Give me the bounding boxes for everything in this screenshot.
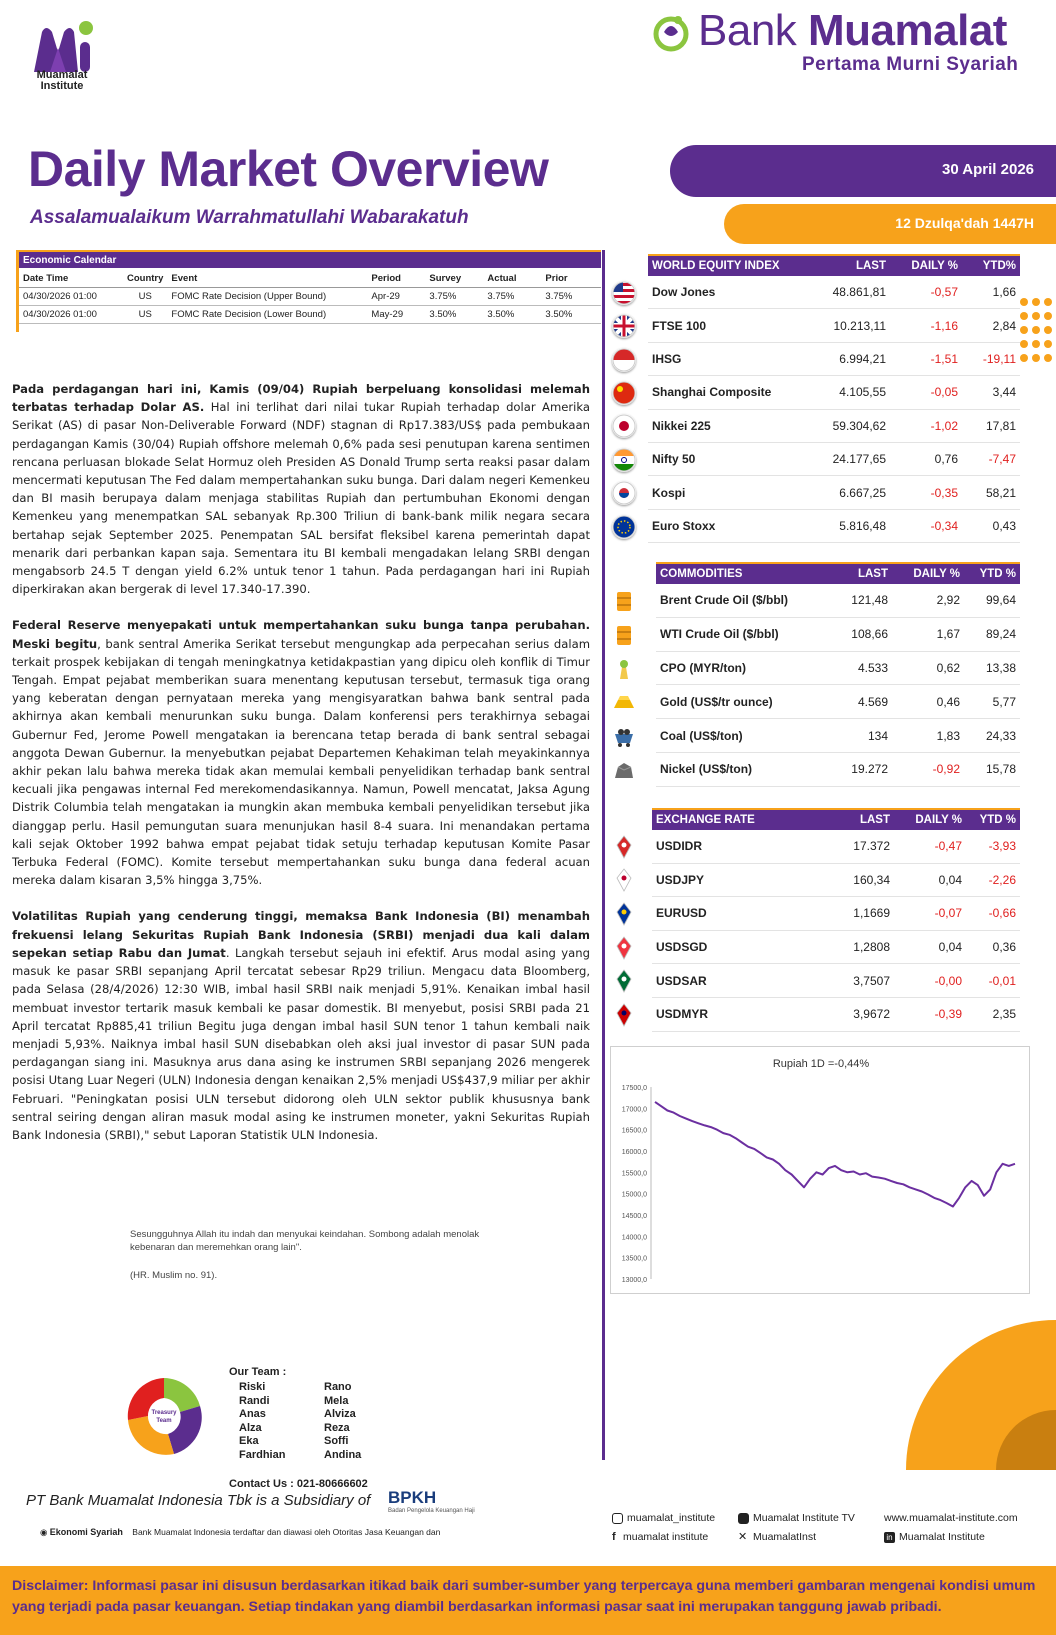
team-column-1 [239, 1381, 285, 1463]
table-row [648, 376, 1020, 409]
equity-ytd-cell: -19,11 [982, 351, 1016, 366]
calendar-cell: FOMC Rate Decision (Lower Bound) [167, 306, 367, 324]
team-member: Rano [324, 1381, 352, 1393]
bank-muamalat-leaf-icon [650, 12, 692, 54]
chart-title: Rupiah 1D =-0,44% [772, 1058, 870, 1070]
calendar-col-actual: Actual [483, 268, 541, 288]
equity-name-cell: Kospi [652, 485, 686, 500]
instagram-handle: muamalat_institute [627, 1512, 716, 1524]
table-row [656, 685, 1020, 719]
y-tick-label: 16500,0 [621, 1127, 647, 1135]
commodities-name-cell: Nickel (US$/ton) [660, 762, 753, 777]
fx-daily-cell: -0,47 [934, 839, 962, 854]
us-flag-icon [612, 281, 636, 305]
commodities-name-cell: Gold (US$/tr ounce) [660, 694, 773, 709]
equity-daily-cell: -0,05 [930, 385, 958, 400]
fx-name-cell: USDIDR [656, 839, 703, 854]
hijri-date: 12 Dzulqa'dah 1447H [895, 215, 1034, 231]
market-commentary [12, 380, 590, 1162]
fx-name-cell: EURUSD [656, 906, 707, 921]
equity-col-name: WORLD EQUITY INDEX [652, 260, 780, 272]
equity-name-cell: Nikkei 225 [652, 418, 711, 433]
indonesia-pin-icon [612, 835, 636, 859]
team-member: Reza [324, 1421, 350, 1434]
bank-name [698, 6, 1007, 56]
instagram-icon [612, 1513, 623, 1524]
fx-daily-cell: -0,00 [934, 973, 962, 988]
commodities-col-last: LAST [857, 568, 888, 580]
website-url: www.muamalat-institute.com [884, 1512, 1018, 1524]
world-equity-table [648, 254, 1020, 543]
fx-last-cell: 3,7507 [853, 973, 890, 988]
eu-flag-icon [612, 515, 636, 539]
fx-ytd-cell: -3,93 [988, 839, 1016, 854]
equity-ytd-cell: 17,81 [985, 418, 1016, 433]
equity-ytd-cell: -7,47 [988, 452, 1016, 467]
equity-last-cell: 5.816,48 [839, 518, 886, 533]
commodities-ytd-cell: 24,33 [985, 728, 1016, 743]
calendar-col-prior: Prior [541, 268, 601, 288]
calendar-col-datetime: Date Time [19, 268, 123, 288]
nickel-ore-icon [612, 758, 636, 782]
fx-ytd-cell: 0,36 [992, 940, 1016, 955]
bank-name-light: Bank [698, 6, 809, 55]
calendar-cell: Apr-29 [367, 288, 425, 306]
paragraph-fed [12, 616, 590, 889]
decorative-dots [1018, 296, 1054, 374]
table-row [652, 864, 1020, 898]
y-tick-label: 15000,0 [621, 1191, 647, 1199]
table-row [656, 584, 1020, 618]
calendar-cell: 3.75% [541, 288, 601, 306]
calendar-cell: FOMC Rate Decision (Upper Bound) [167, 288, 367, 306]
table-row [648, 476, 1020, 509]
social-linkedin[interactable] [884, 1531, 985, 1543]
fx-name-cell: USDMYR [656, 1007, 709, 1022]
fx-col-daily: DAILY % [915, 814, 962, 826]
greeting: Assalamualaikum Warrahmatullahi Wabarakatuh [30, 207, 469, 228]
rupiah-chart-svg [611, 1047, 1031, 1295]
fx-last-cell: 3,9672 [853, 1007, 890, 1022]
equity-daily-cell: -0,35 [930, 485, 958, 500]
team-member: Fardhian [239, 1448, 286, 1461]
table-row [648, 443, 1020, 476]
equity-last-cell: 6.994,21 [839, 351, 886, 366]
japan-flag-icon [612, 414, 636, 438]
equity-last-cell: 59.304,62 [832, 418, 886, 433]
fx-ytd-cell: -2,26 [988, 872, 1016, 887]
china-flag-icon [612, 381, 636, 405]
fx-daily-cell: 0,04 [938, 872, 962, 887]
y-tick-label: 13500,0 [621, 1255, 647, 1263]
commodities-col-ytd: YTD % [979, 568, 1016, 580]
y-tick-label: 14500,0 [621, 1213, 647, 1220]
commodities-ytd-cell: 5,77 [992, 694, 1016, 709]
fx-col-name: EXCHANGE RATE [656, 814, 755, 826]
y-tick-label: 15500,0 [621, 1170, 647, 1178]
fx-daily-cell: 0,04 [938, 940, 962, 955]
commodities-name-cell: CPO (MYR/ton) [660, 660, 746, 675]
linkedin-handle: Muamalat Institute [899, 1531, 985, 1543]
malaysia-pin-icon [612, 1003, 636, 1027]
table-row [656, 652, 1020, 686]
subsidiary-statement: PT Bank Muamalat Indonesia Tbk is a Subsidiary of [26, 1492, 371, 1509]
equity-daily-cell: 0,76 [934, 452, 958, 467]
equity-col-ytd: YTD% [982, 260, 1016, 272]
calendar-table [19, 268, 601, 324]
equity-last-cell: 10.213,11 [833, 318, 886, 333]
calendar-col-country: Country [123, 268, 167, 288]
commodities-col-name: COMMODITIES [660, 568, 743, 580]
commodities-last-cell: 4.533 [857, 660, 888, 675]
calendar-col-event: Event [167, 268, 367, 288]
equity-name-cell: Dow Jones [652, 285, 716, 300]
date-banner [670, 145, 1056, 197]
calendar-col-period: Period [367, 268, 425, 288]
commodities-last-cell: 134 [867, 728, 888, 743]
oil-barrel-icon [612, 623, 636, 647]
equity-ytd-cell: 2,84 [992, 318, 1016, 333]
japan-pin-icon [612, 868, 636, 892]
team-member: Alviza [324, 1408, 356, 1421]
y-tick-label: 16000,0 [621, 1149, 647, 1156]
ojk-statement [40, 1527, 440, 1538]
team-member: Randi [239, 1394, 270, 1407]
social-instagram[interactable] [612, 1512, 715, 1524]
svg-text:Team: Team [156, 1418, 172, 1424]
commodities-ytd-cell: 13,38 [985, 660, 1016, 675]
institute-label-line1: Muamalat [36, 69, 88, 81]
commodities-daily-cell: 1,67 [936, 627, 960, 642]
fx-header [652, 808, 1020, 830]
saudi-pin-icon [612, 969, 636, 993]
table-row [648, 276, 1020, 309]
equity-name-cell: IHSG [652, 351, 682, 366]
calendar-cell: 04/30/2026 01:00 [19, 306, 123, 324]
equity-name-cell: Shanghai Composite [652, 385, 772, 400]
commodities-daily-cell: 0,46 [936, 694, 960, 709]
youtube-handle: Muamalat Institute TV [753, 1512, 855, 1524]
economic-calendar [16, 250, 601, 332]
commodities-name-cell: WTI Crude Oil ($/bbl) [660, 627, 779, 642]
table-row [652, 931, 1020, 965]
hadith-source: (HR. Muslim no. 91). [130, 1270, 218, 1281]
commodities-name-cell: Brent Crude Oil ($/bbl) [660, 593, 789, 608]
uk-flag-icon [612, 314, 636, 338]
y-tick-label: 17500,0 [621, 1085, 647, 1092]
calendar-cell: May-29 [367, 306, 425, 324]
calendar-cell: US [123, 288, 167, 306]
decorative-arc [880, 1320, 1056, 1480]
fx-last-cell: 160,34 [853, 872, 890, 887]
institute-label-line2: Institute [40, 80, 84, 92]
table-row [648, 410, 1020, 443]
equity-last-cell: 24.177,65 [832, 452, 886, 467]
paragraph-srbi [12, 907, 590, 1144]
equity-last-cell: 4.105,55 [839, 385, 886, 400]
equity-ytd-cell: 1,66 [992, 285, 1016, 300]
eu-pin-icon [612, 902, 636, 926]
fx-daily-cell: -0,39 [934, 1007, 962, 1022]
table-row [648, 510, 1020, 543]
fx-daily-cell: -0,07 [934, 906, 962, 921]
social-youtube[interactable] [738, 1512, 855, 1524]
bpkh-name: BPKH [388, 1488, 437, 1507]
equity-name-cell: FTSE 100 [652, 318, 707, 333]
fx-name-cell: USDSGD [656, 940, 708, 955]
commodities-ytd-cell: 99,64 [985, 593, 1016, 608]
hijri-date-banner [724, 204, 1056, 244]
y-tick-label: 14000,0 [621, 1234, 647, 1242]
calendar-col-survey: Survey [425, 268, 483, 288]
rupiah-chart [610, 1046, 1030, 1294]
hadith-quote: Sesungguhnya Allah itu indah dan menyukai keindahan. Sombong adalah menolak kebenaran dan meremehkan orang lain". [130, 1229, 480, 1253]
equity-daily-cell: -0,57 [930, 285, 958, 300]
equity-col-daily: DAILY % [911, 260, 958, 272]
paragraph-lead: Volatilitas Rupiah yang cenderung tinggi, memaksa Bank Indonesia (BI) menambah frekuensi lelang Sekuritas Rupiah Bank Indonesia (SRBI) menjadi dua kali dalam sepekan setiap Rabu dan Jumat [12, 909, 590, 960]
equity-last-cell: 6.667,25 [839, 485, 886, 500]
commodities-ytd-cell: 15,78 [985, 762, 1016, 777]
team-column-2 [324, 1381, 361, 1463]
youtube-icon [738, 1513, 749, 1524]
disclaimer: Disclaimer: Informasi pasar ini disusun berdasarkan itikad baik dari sumber-sumber yang terpercaya guna memberi gambaran mengenai kondisi umum yang terjadi pada pasar keuangan. Setiap tindakan yang diambil berdasarkan informasi pasar saat ini merupakan tanggung jawab pribadi. [0, 1566, 1056, 1635]
fx-name-cell: USDJPY [656, 872, 705, 887]
column-divider [602, 250, 605, 1460]
report-date: 30 April 2026 [942, 161, 1034, 178]
treasury-team-logo [120, 1372, 208, 1462]
commodities-last-cell: 4.569 [857, 694, 888, 709]
commodities-col-daily: DAILY % [913, 568, 960, 580]
team-member: Alza [239, 1421, 262, 1434]
fx-ytd-cell: -0,01 [988, 973, 1016, 988]
equity-daily-cell: -1,51 [930, 351, 958, 366]
muamalat-institute-label [22, 70, 102, 92]
facebook-icon: f [612, 1530, 616, 1543]
social-facebook[interactable] [612, 1531, 708, 1543]
calendar-header-row [19, 268, 601, 288]
gold-bar-icon [612, 690, 636, 714]
team-member: Andina [324, 1448, 362, 1461]
bpkh-logo [388, 1488, 475, 1514]
equity-daily-cell: -1,16 [930, 318, 958, 333]
oil-barrel-icon [612, 589, 636, 613]
paragraph-body: . Langkah tersebut sejauh ini efektif. Arus modal asing yang masuk ke pasar SRBI sepanjang April tercatat sebesar Rp29 triliun. Mengacu data Bloomberg, pada Selasa (28/4/2026) 12:30 WIB, imbal hasil SRBI naik menjadi 5,91%. Kenaikan imbal hasil membuat investor tertarik masuk kembali ke pasar domestik. BI menyebut, posisi SRBI pada 21 April tercatat Rp885,41 triliun Begitu juga dengan imbal hasil SUN tenor 1 tahun kembali naik menjadi 5,93%. Naiknya imbal hasil SUN disebabkan oleh aksi jual investor di pasar SUN pada perdagangan siang ini. Masuknya arus dana asing ke instrumen SRBI sepanjang 2026 mengerek posisi Utang Luar Negeri (ULN) Indonesia dengan kenaikan 2,5% menjadi US$437,9 miliar per akhir Februari. "Peningkatan posisi ULN tersebut didorong oleh ULN sektor publik khususnya bank sentral seiring dengan aliran masuk modal asing ke instrumen moneter, yakni Sekuritas Rupiah Bank Indonesia (SRBI)," sebut Laporan Statistik ULN Indonesia. [12, 945, 590, 1142]
fx-last-cell: 17.372 [853, 839, 890, 854]
equity-name-cell: Nifty 50 [652, 452, 696, 467]
bank-name-bold: Muamalat [808, 6, 1007, 55]
indonesia-flag-icon [612, 348, 636, 372]
paragraph-rupiah [12, 380, 590, 598]
table-row [652, 830, 1020, 864]
paragraph-body: , bank sentral Amerika Serikat tersebut mengungkap ada perpecahan serius dalam terkait prospek kebijakan di tengah meningkatnya ketidakpastian yang dipicu oleh konflik di Timur Tengah. Empat pejabat memberikan suara menentang keputusan tersebut, termasuk tiga orang yang keberatan dengan pernyataan mereka yang mengisyaratkan bahwa bank sentral pada akhirnya akan kembali menurunkan suku bunga. Dalam konferensi pers terakhirnya sebagai Gubernur Fed, Jerome Powell mengatakan ia berencana tetap berada di bank sentral sebagai anggota Dewan Gubernur. Ia menyebutkan pejabat Departemen Kehakiman telah meyakinkannya akhir pekan lalu bahwa mereka tidak akan memulai kembali penyelidikan terhadap bank sentral kecuali jika pengawas internal Fed merekomendasikannya. Namun, Powell mencatat, Jaksa Agung Distrik Columbia telah mengatakan ia mungkin akan membuka kembali penyelidikan tersebut jika dianggap perlu. Hasil pemungutan suara menunjukan hasil 8-4 suara. Ini menandakan pertama kali sejak Oktober 1992 bahwa empat pejabat tidak setuju terhadap keputusan Komite Pasar Terbuka Federal (FOMC). Komite tersebut mempertahankan suku bunga dana federal acuan mereka dalam kisaran 3,5% hingga 3,75%. [12, 636, 590, 888]
table-row [19, 306, 601, 324]
fx-name-cell: USDSAR [656, 973, 707, 988]
table-row [648, 343, 1020, 376]
paragraph-lead: Pada perdagangan hari ini, Kamis (09/04) Rupiah berpeluang konsolidasi melemah terbatas terhadap Dolar AS. [12, 382, 590, 415]
fx-col-last: LAST [859, 814, 890, 826]
commodities-table [656, 562, 1020, 787]
equity-col-last: LAST [855, 260, 886, 272]
equity-header [648, 254, 1020, 276]
team-member: Soffi [324, 1435, 349, 1448]
calendar-cell: US [123, 306, 167, 324]
calendar-cell: 04/30/2026 01:00 [19, 288, 123, 306]
fx-last-cell: 1,2808 [853, 940, 890, 955]
x-handle: MuamalatInst [753, 1531, 817, 1543]
fx-ytd-cell: -0,66 [988, 906, 1016, 921]
calendar-cell: 3.75% [425, 288, 483, 306]
coal-cart-icon [612, 724, 636, 748]
calendar-title: Economic Calendar [19, 250, 601, 268]
commodities-ytd-cell: 89,24 [985, 627, 1016, 642]
calendar-cell: 3.50% [425, 306, 483, 324]
ekonomi-syariah-label: Ekonomi Syariah [49, 1527, 123, 1537]
team-member: Anas [239, 1408, 266, 1421]
palm-oil-icon [612, 657, 636, 681]
contact-phone: Contact Us : 021-80666602 [229, 1478, 368, 1490]
india-flag-icon [612, 448, 636, 472]
fx-last-cell: 1,1669 [853, 906, 890, 921]
ojk-text: Bank Muamalat Indonesia terdaftar dan diawasi oleh Otoritas Jasa Keuangan dan [132, 1527, 441, 1537]
social-website[interactable] [884, 1512, 1018, 1524]
x-icon: ✕ [738, 1530, 748, 1543]
bank-tagline: Pertama Murni Syariah [802, 54, 1019, 75]
y-tick-label: 17000,0 [621, 1106, 647, 1114]
table-row [652, 964, 1020, 998]
equity-last-cell: 48.861,81 [832, 285, 886, 300]
table-row [652, 897, 1020, 931]
korea-flag-icon [612, 481, 636, 505]
commodities-name-cell: Coal (US$/ton) [660, 728, 743, 743]
bpkh-subtitle: Badan Pengelola Keuangan Haji [388, 1508, 475, 1514]
equity-daily-cell: -0,34 [930, 518, 958, 533]
facebook-handle: muamalat institute [623, 1531, 709, 1543]
commodities-daily-cell: 1,83 [936, 728, 960, 743]
paragraph-body: Hal ini terlihat dari nilai tukar Rupiah terhadap dolar Amerika Serikat (AS) di pasar Non-Deliverable Forward (NDF) stagnan di Rp17.383/US$ pada pembukaan perdagangan Kamis (30/04) Rupiah offshore melemah 0,6% pada sesi penutupan karena sentimen rencana perluasan blokade Selat Hormuz oleh Presiden AS Donald Trump serta reaksi pasar dalam mencermati keputusan The Fed dalam mempertahankan suku bunga. Dari dalam negeri Kemenkeu dan BI masih berupaya dalam menjaga stabilitas Rupiah dan pertumbuhan Ekonomi dengan Kemenkeu yang menempatkan SAL sebanyak Rp.300 Triliun di bank-bank milik negara secara bertahap sejak September 2025. Penempatan SAL bersifat fleksibel karena pemerintah dapat menarik dari perbankan kapan saja. Sementara itu BI kembali mengadakan lelang SRBI dengan mengabsorb 24.5 T dengan yield 6.2% untuk tenor 1 tahun. Pada perdagangan hari ini Rupiah diperkirakan akan bergerak di level 17.340-17.390. [12, 400, 590, 597]
table-row [656, 618, 1020, 652]
calendar-cell: 3.75% [483, 288, 541, 306]
table-row [19, 288, 601, 306]
team-member: Mela [324, 1394, 349, 1407]
equity-ytd-cell: 0,43 [992, 518, 1016, 533]
commodities-last-cell: 121,48 [851, 593, 888, 608]
commodities-daily-cell: -0,92 [932, 762, 960, 777]
paragraph-lead: Federal Reserve menyepakati untuk mempertahankan suku bunga tanpa perubahan. Meski begitu [12, 618, 590, 651]
exchange-rate-table [652, 808, 1020, 1032]
calendar-cell: 3.50% [541, 306, 601, 324]
equity-ytd-cell: 58,21 [985, 485, 1016, 500]
bank-muamalat-logo [650, 6, 1019, 76]
table-row [652, 998, 1020, 1032]
commodities-daily-cell: 0,62 [936, 660, 960, 675]
commodities-header [656, 562, 1020, 584]
team-title: Our Team : [229, 1366, 287, 1378]
ekonomi-syariah-icon: ◉ [40, 1527, 48, 1537]
rupiah-series-line [655, 1102, 1015, 1207]
commodities-daily-cell: 2,92 [936, 593, 960, 608]
y-tick-label: 13000,0 [621, 1277, 647, 1284]
fx-col-ytd: YTD % [979, 814, 1016, 826]
commodities-last-cell: 19.272 [851, 762, 888, 777]
page-title: Daily Market Overview [28, 141, 549, 197]
calendar-cell: 3.50% [483, 306, 541, 324]
team-member: Riski [239, 1381, 266, 1393]
equity-daily-cell: -1,02 [930, 418, 958, 433]
team-member: Eka [239, 1435, 259, 1448]
equity-name-cell: Euro Stoxx [652, 518, 716, 533]
svg-text:Treasury: Treasury [151, 1410, 177, 1416]
equity-ytd-cell: 3,44 [992, 385, 1016, 400]
table-row [656, 719, 1020, 753]
table-row [648, 309, 1020, 342]
singapore-pin-icon [612, 936, 636, 960]
fx-ytd-cell: 2,35 [992, 1007, 1016, 1022]
social-x[interactable] [738, 1531, 816, 1543]
linkedin-icon: in [884, 1532, 895, 1543]
commodities-last-cell: 108,66 [851, 627, 888, 642]
table-row [656, 753, 1020, 787]
